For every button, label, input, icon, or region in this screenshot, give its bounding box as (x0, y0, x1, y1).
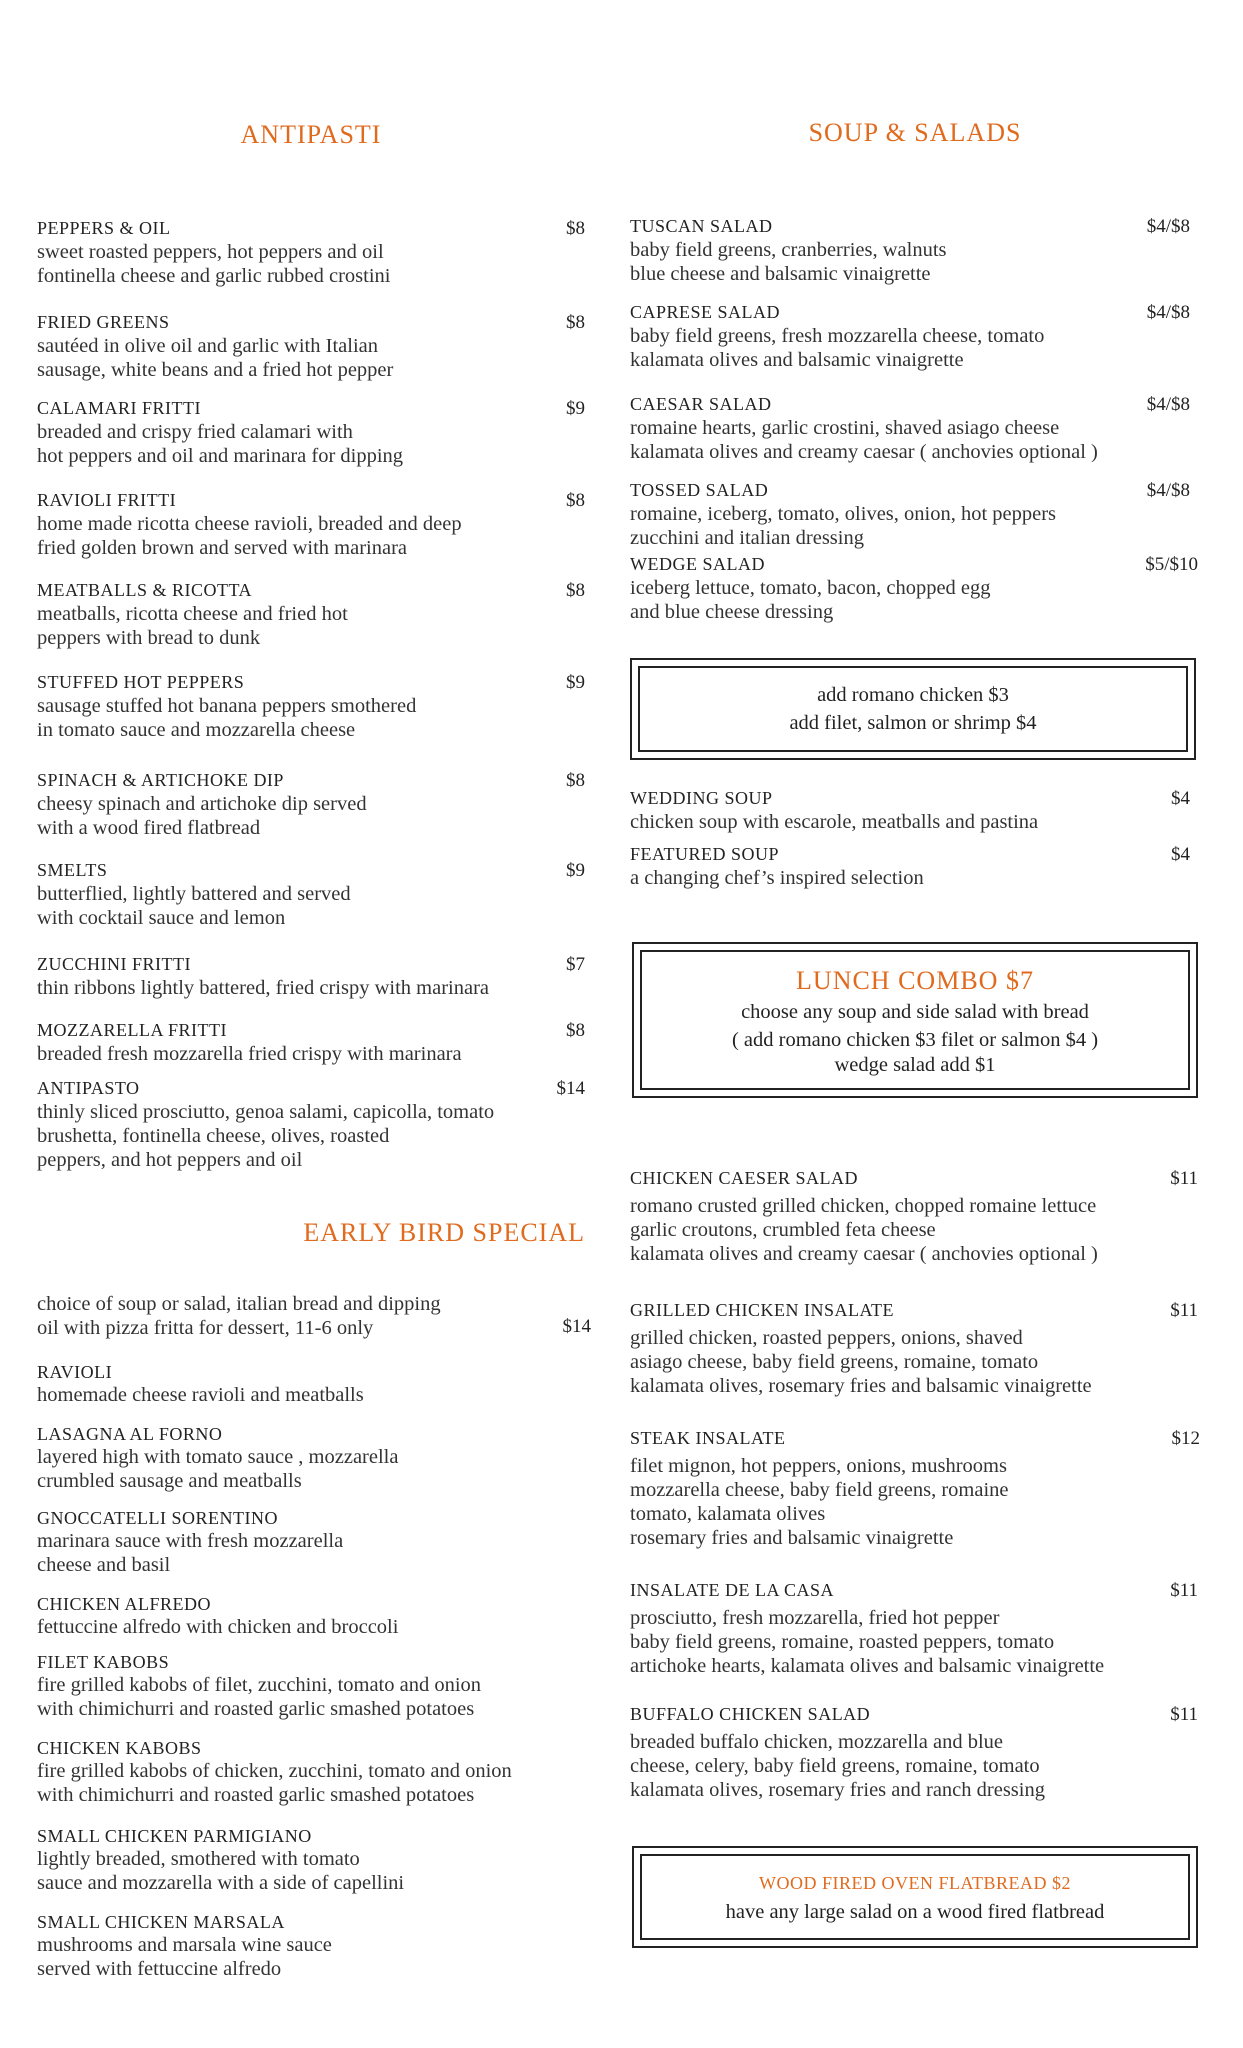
menu-item (37, 398, 585, 468)
item-price: $8 (566, 218, 585, 239)
item-price: $12 (1171, 1428, 1200, 1449)
menu-item (37, 672, 585, 742)
item-price: $7 (566, 954, 585, 975)
menu-item (37, 1826, 585, 1895)
item-description: grilled chicken, roasted peppers, onions, shaved asiago cheese, baby field greens, romaine, tomato kalamata olives, rosemary fries and balsamic vinaigrette (630, 1327, 1092, 1397)
item-description: butterflied, lightly battered and served with cocktail sauce and lemon (37, 883, 351, 929)
item-description: baby field greens, cranberries, walnuts blue cheese and balsamic vinaigrette (630, 239, 947, 285)
lunch-combo-box (632, 942, 1198, 1098)
menu-item (37, 1020, 585, 1066)
menu-item (630, 394, 1190, 464)
item-price: $11 (1170, 1300, 1198, 1321)
item-name: LASAGNA AL FORNO (37, 1424, 223, 1444)
menu-item (37, 1594, 585, 1639)
item-description: fire grilled kabobs of filet, zucchini, tomato and onion with chimichurri and roasted garlic smashed potatoes (37, 1674, 482, 1720)
early-bird-price: $14 (562, 1316, 591, 1337)
item-price: $9 (566, 860, 585, 881)
menu-item (630, 216, 1190, 286)
menu-item (37, 1508, 585, 1577)
item-description: layered high with tomato sauce , mozzarella crumbled sausage and meatballs (37, 1446, 399, 1492)
item-description: meatballs, ricotta cheese and fried hot peppers with bread to dunk (37, 603, 348, 649)
item-name: CALAMARI FRITTI (37, 398, 201, 418)
menu-item (37, 312, 585, 382)
early-bird-intro (37, 1292, 591, 1340)
item-name: TUSCAN SALAD (630, 216, 773, 236)
item-name: RAVIOLI (37, 1362, 113, 1382)
lunch-combo-line: ( add romano chicken $3 filet or salmon $4 ) (731, 1029, 1099, 1051)
flatbread-title: WOOD FIRED OVEN FLATBREAD $2 (759, 1873, 1071, 1893)
menu-item (630, 844, 1190, 890)
soup-salads-title: SOUP & SALADS (808, 118, 1022, 147)
item-description: thin ribbons lightly battered, fried crispy with marinara (37, 977, 490, 999)
item-description: romaine hearts, garlic crostini, shaved asiago cheese kalamata olives and creamy caesar ( anchovies optional ) (630, 417, 1098, 463)
menu-item (37, 860, 585, 930)
item-description: prosciutto, fresh mozzarella, fried hot pepper baby field greens, romaine, roasted peppers, tomato artichoke hearts, kalamata olives and balsamic vinaigrette (630, 1607, 1105, 1677)
lunch-combo-line: choose any soup and side salad with bread (741, 1001, 1089, 1023)
item-description: breaded buffalo chicken, mozzarella and blue cheese, celery, baby field greens, romaine, tomato kalamata olives, rosemary fries and ranch dressing (630, 1731, 1045, 1801)
item-name: CHICKEN CAESER SALAD (630, 1168, 859, 1188)
item-name: ANTIPASTO (37, 1078, 140, 1098)
item-description: mushrooms and marsala wine sauce served with fettuccine alfredo (37, 1934, 332, 1980)
item-price: $11 (1170, 1704, 1198, 1725)
item-name: STUFFED HOT PEPPERS (37, 672, 245, 692)
item-description: romaine, iceberg, tomato, olives, onion, hot peppers zucchini and italian dressing (630, 503, 1057, 549)
item-name: STEAK INSALATE (630, 1428, 786, 1448)
menu-item (37, 1078, 585, 1172)
item-description: sausage stuffed hot banana peppers smothered in tomato sauce and mozzarella cheese (37, 695, 417, 741)
lunch-combo-line: wedge salad add $1 (834, 1054, 996, 1076)
item-description: sautéed in olive oil and garlic with Italian sausage, white beans and a fried hot pepper (37, 335, 394, 381)
item-price: $11 (1170, 1580, 1198, 1601)
item-price: $8 (566, 1020, 585, 1041)
item-description: a changing chef’s inspired selection (630, 867, 924, 889)
item-name: MOZZARELLA FRITTI (37, 1020, 227, 1040)
item-description: fettuccine alfredo with chicken and broccoli (37, 1616, 399, 1638)
item-price: $4/$8 (1146, 394, 1190, 415)
item-name: ZUCCHINI FRITTI (37, 954, 191, 974)
addon-line: add romano chicken $3 (817, 684, 1009, 706)
item-description: chicken soup with escarole, meatballs and pastina (630, 811, 1039, 833)
menu-item (37, 490, 585, 560)
menu-item (37, 1738, 585, 1807)
item-price: $11 (1170, 1168, 1198, 1189)
menu-item (630, 302, 1190, 372)
item-price: $9 (566, 398, 585, 419)
item-description: filet mignon, hot peppers, onions, mushrooms mozzarella cheese, baby field greens, romaine tomato, kalamata olives rosemary fries and balsamic vinaigrette (630, 1455, 1009, 1549)
item-description: sweet roasted peppers, hot peppers and oil fontinella cheese and garlic rubbed crostini (37, 241, 391, 287)
flatbread-box (632, 1846, 1198, 1948)
item-description: cheesy spinach and artichoke dip served with a wood fired flatbread (37, 793, 367, 839)
item-name: TOSSED SALAD (630, 480, 769, 500)
item-name: FRIED GREENS (37, 312, 170, 332)
item-name: WEDDING SOUP (630, 788, 773, 808)
item-name: CAESAR SALAD (630, 394, 772, 414)
menu-item (630, 1168, 1198, 1266)
menu-item (630, 1704, 1198, 1802)
menu-item (37, 580, 585, 650)
item-name: RAVIOLI FRITTI (37, 490, 177, 510)
item-description: iceberg lettuce, tomato, bacon, chopped egg and blue cheese dressing (630, 577, 991, 623)
item-description: romano crusted grilled chicken, chopped romaine lettuce garlic croutons, crumbled feta cheese kalamata olives and creamy caesar ( anchovies optional ) (630, 1195, 1098, 1265)
item-price: $4/$8 (1146, 216, 1190, 237)
item-name: PEPPERS & OIL (37, 218, 171, 238)
menu-item (630, 788, 1190, 834)
item-description: baby field greens, fresh mozzarella cheese, tomato kalamata olives and balsamic vinaigrette (630, 325, 1045, 371)
lunch-combo-title: LUNCH COMBO $7 (796, 966, 1034, 995)
item-price: $4 (1171, 844, 1190, 865)
item-name: BUFFALO CHICKEN SALAD (630, 1704, 871, 1724)
menu-item (37, 1652, 585, 1721)
addon-line: add filet, salmon or shrimp $4 (789, 712, 1037, 734)
item-price: $8 (566, 490, 585, 511)
item-price: $8 (566, 312, 585, 333)
item-name: MEATBALLS & RICOTTA (37, 580, 253, 600)
item-name: SMALL CHICKEN MARSALA (37, 1912, 285, 1932)
menu-item (37, 1912, 585, 1981)
item-price: $4/$8 (1146, 480, 1190, 501)
menu-item (37, 954, 585, 1000)
menu-item (37, 218, 585, 288)
menu-item (630, 480, 1190, 550)
item-price: $4/$8 (1146, 302, 1190, 323)
addon-box (630, 658, 1196, 760)
item-description: fire grilled kabobs of chicken, zucchini, tomato and onion with chimichurri and roasted garlic smashed potatoes (37, 1760, 512, 1806)
item-description: lightly breaded, smothered with tomato sauce and mozzarella with a side of capellini (37, 1848, 405, 1894)
item-price: $9 (566, 672, 585, 693)
antipasti-title: ANTIPASTI (240, 120, 382, 149)
item-name: GNOCCATELLI SORENTINO (37, 1508, 278, 1528)
menu-item (37, 770, 585, 840)
item-name: GRILLED CHICKEN INSALATE (630, 1300, 894, 1320)
item-price: $4 (1171, 788, 1190, 809)
item-description: thinly sliced prosciutto, genoa salami, capicolla, tomato brushetta, fontinella cheese, olives, roasted peppers, and hot peppers and oil (37, 1101, 495, 1171)
menu-item (630, 1300, 1198, 1398)
item-description: breaded and crispy fried calamari with hot peppers and oil and marinara for dipping (37, 421, 404, 467)
early-bird-description: choice of soup or salad, italian bread and dipping oil with pizza fritta for dessert, 11-6 only (37, 1293, 441, 1339)
item-name: CHICKEN ALFREDO (37, 1594, 212, 1614)
menu-item (630, 1580, 1198, 1678)
flatbread-line: have any large salad on a wood fired flatbread (725, 1901, 1105, 1923)
menu-item (37, 1362, 585, 1407)
item-name: WEDGE SALAD (630, 554, 765, 574)
item-description: marinara sauce with fresh mozzarella cheese and basil (37, 1530, 344, 1576)
menu-item (630, 1428, 1200, 1550)
item-description: breaded fresh mozzarella fried crispy with marinara (37, 1043, 462, 1065)
item-description: homemade cheese ravioli and meatballs (37, 1384, 364, 1406)
item-price: $8 (566, 580, 585, 601)
menu-item (37, 1424, 585, 1493)
item-name: SMELTS (37, 860, 108, 880)
menu-item (630, 554, 1198, 624)
item-name: FEATURED SOUP (630, 844, 780, 864)
item-name: CHICKEN KABOBS (37, 1738, 202, 1758)
item-name: FILET KABOBS (37, 1652, 170, 1672)
item-name: SPINACH & ARTICHOKE DIP (37, 770, 284, 790)
item-price: $8 (566, 770, 585, 791)
item-description: home made ricotta cheese ravioli, breaded and deep fried golden brown and served with marinara (37, 513, 462, 559)
item-price: $5/$10 (1145, 554, 1198, 575)
item-name: SMALL CHICKEN PARMIGIANO (37, 1826, 312, 1846)
item-price: $14 (556, 1078, 585, 1099)
item-name: INSALATE DE LA CASA (630, 1580, 835, 1600)
early-bird-title: EARLY BIRD SPECIAL (303, 1218, 585, 1247)
item-name: CAPRESE SALAD (630, 302, 781, 322)
